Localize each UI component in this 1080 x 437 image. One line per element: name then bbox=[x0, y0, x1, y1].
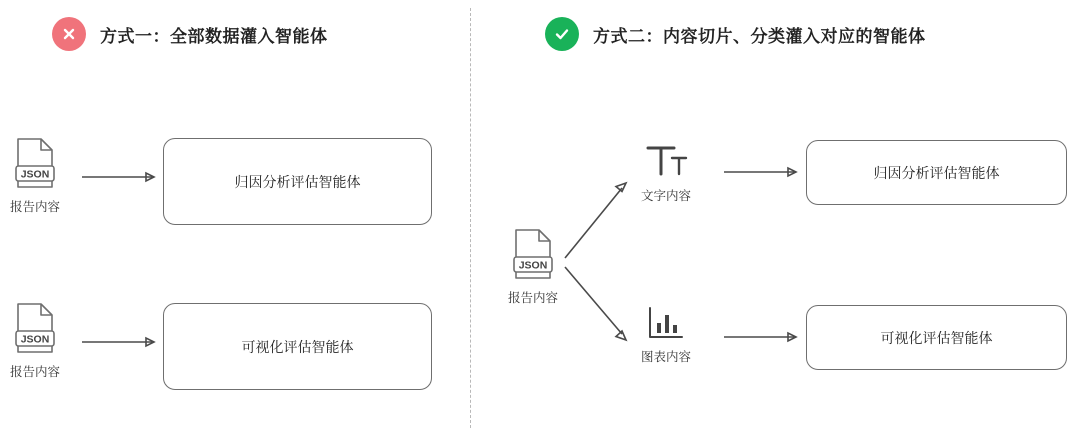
left-panel-title: 方式一：全部数据灌入智能体 bbox=[100, 26, 328, 46]
right-source-1-caption: 报告内容 bbox=[508, 291, 559, 305]
left-source-1-caption: 报告内容 bbox=[10, 200, 61, 214]
check-icon bbox=[545, 17, 579, 51]
right-panel-header bbox=[545, 17, 926, 51]
right-slice-1 bbox=[641, 140, 691, 204]
right-arrow-1 bbox=[722, 160, 812, 184]
json-file-icon bbox=[14, 302, 56, 354]
right-panel-title: 方式二：内容切片、分类灌入对应的智能体 bbox=[593, 26, 926, 46]
left-target-box-1-label: 归因分析评估智能体 bbox=[234, 173, 361, 190]
right-arrow-2 bbox=[722, 325, 812, 349]
left-source-1 bbox=[10, 137, 60, 215]
left-target-box-2[interactable] bbox=[163, 303, 432, 390]
cross-icon bbox=[52, 17, 86, 51]
right-target-box-2[interactable] bbox=[806, 305, 1067, 370]
right-branch-arrow-up bbox=[560, 170, 650, 265]
right-source-1 bbox=[508, 228, 558, 306]
right-target-box-1-label: 归因分析评估智能体 bbox=[873, 164, 1000, 181]
text-format-icon bbox=[644, 140, 688, 180]
right-slice-2 bbox=[641, 305, 691, 365]
json-file-icon bbox=[14, 137, 56, 189]
right-target-box-2-label: 可视化评估智能体 bbox=[880, 329, 993, 346]
svg-text:JSON: JSON bbox=[20, 168, 50, 181]
panel-divider bbox=[470, 8, 471, 428]
right-slice-1-caption: 文字内容 bbox=[641, 189, 692, 203]
bar-chart-icon bbox=[646, 305, 686, 341]
right-slice-2-caption: 图表内容 bbox=[641, 350, 692, 364]
svg-text:JSON: JSON bbox=[518, 259, 548, 272]
left-source-2-caption: 报告内容 bbox=[10, 365, 61, 379]
left-target-box-1[interactable] bbox=[163, 138, 432, 225]
right-branch-arrow-down bbox=[560, 262, 650, 357]
left-panel-header bbox=[52, 17, 328, 51]
left-arrow-1 bbox=[80, 165, 170, 189]
svg-text:JSON: JSON bbox=[20, 333, 50, 346]
right-target-box-1[interactable] bbox=[806, 140, 1067, 205]
left-arrow-2 bbox=[80, 330, 170, 354]
left-target-box-2-label: 可视化评估智能体 bbox=[241, 338, 354, 355]
json-file-icon bbox=[512, 228, 554, 280]
left-source-2 bbox=[10, 302, 60, 380]
